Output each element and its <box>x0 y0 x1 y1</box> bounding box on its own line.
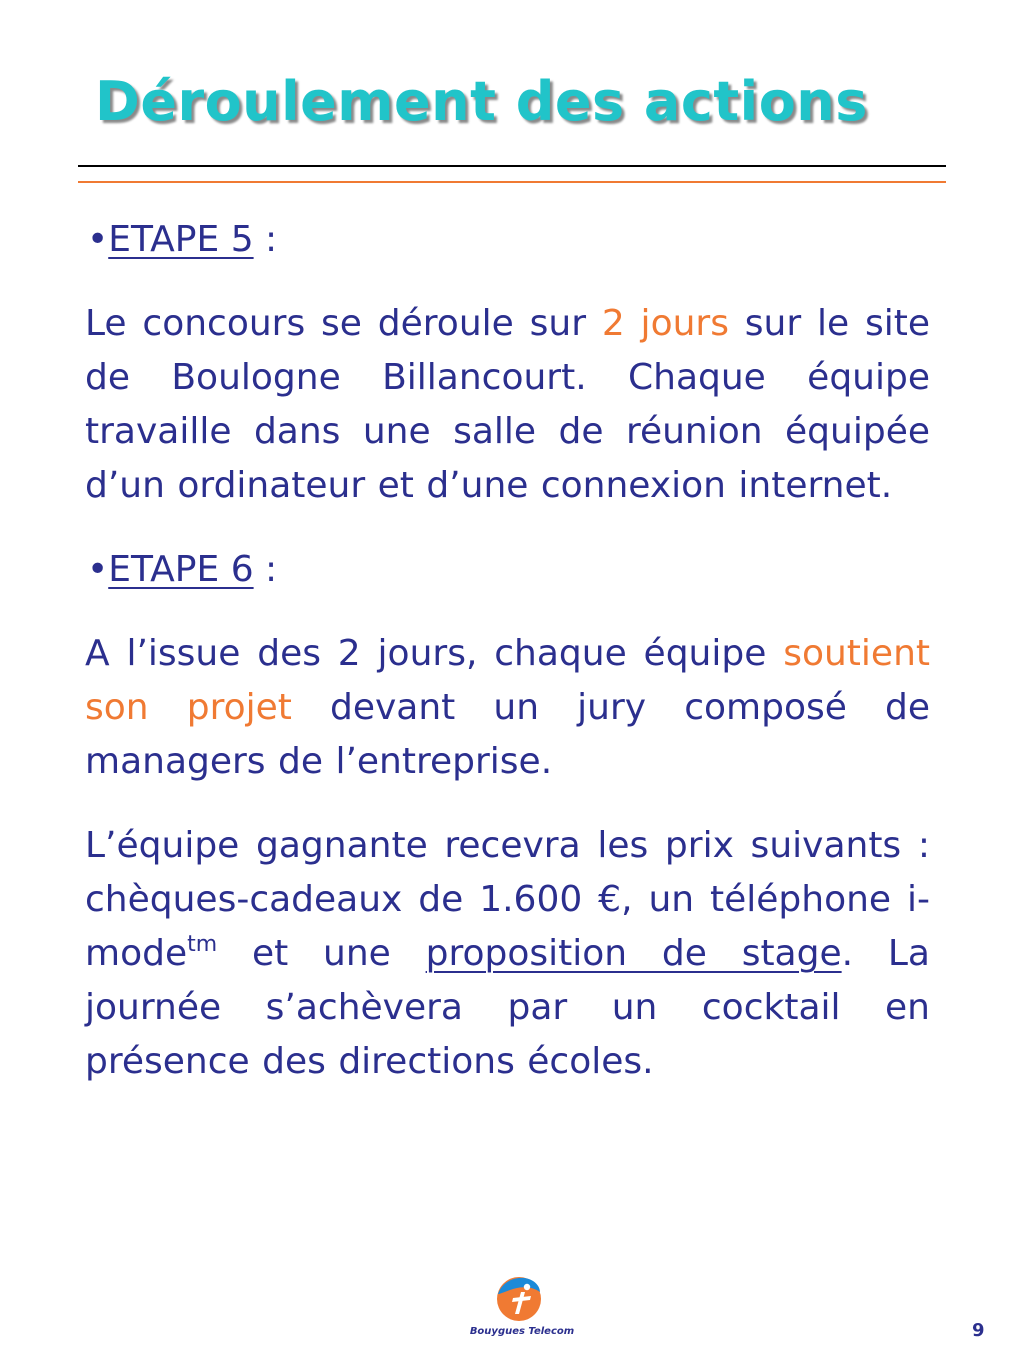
bouygues-telecom-logo <box>466 1274 578 1344</box>
page-number: 9 <box>972 1320 985 1341</box>
para-text: Le concours se déroule sur <box>85 303 602 344</box>
para-text: . La journée s’achèvera par un cocktail en présence des directions écoles. <box>85 933 930 1082</box>
trademark-superscript: tm <box>187 932 218 957</box>
bullet: • <box>87 549 109 590</box>
title-divider-orange <box>78 181 946 183</box>
highlight-defense: soutient son projet <box>85 633 930 728</box>
step-5-colon: : <box>253 219 278 260</box>
step-6-paragraph <box>85 627 930 789</box>
bullet: • <box>87 219 109 260</box>
para-text: devant un jury composé de managers de l’entreprise. <box>85 687 930 782</box>
slide-body <box>85 213 930 1089</box>
para-text: sur le site de Boulogne Billancourt. Chaque équipe travaille dans une salle de réunion équipée d’un ordinateur et d’une connexion internet. <box>85 303 931 506</box>
bouygues-telecom-logo-icon <box>494 1274 544 1322</box>
title-divider-black <box>78 165 946 167</box>
para-text: A l’issue des 2 jours, chaque équipe <box>85 633 784 674</box>
para-text: et une <box>217 933 426 974</box>
prizes-paragraph <box>85 819 930 1089</box>
step-5-heading <box>87 213 932 267</box>
step-6-heading <box>87 543 932 597</box>
para-text: L’équipe gagnante recevra les prix suivants : chèques-cadeaux de 1.600 €, un téléphone i-mode <box>85 825 930 974</box>
internship-offer-text: proposition de stage <box>425 933 842 974</box>
step-5-label: ETAPE 5 <box>108 219 254 260</box>
page-title: Déroulement des actions <box>95 70 868 133</box>
logo-text: Bouygues Telecom <box>469 1326 575 1337</box>
step-6-colon: : <box>253 549 278 590</box>
step-6-label: ETAPE 6 <box>108 549 254 590</box>
highlight-duration: 2 jours <box>601 303 729 344</box>
step-5-paragraph <box>85 297 930 513</box>
